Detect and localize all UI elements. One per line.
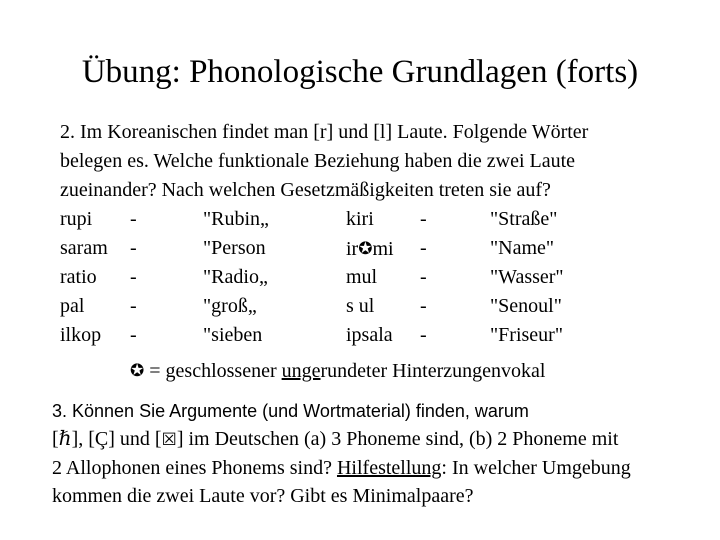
exercise-3-prompt bbox=[52, 397, 631, 510]
line-text: : In welcher Umgebung bbox=[441, 457, 631, 479]
closed-unrounded-back-vowel-icon: ✪ bbox=[130, 361, 145, 380]
word-row bbox=[0, 205, 720, 234]
exercise-2-line-1: 2. Im Koreanischen findet man [r] und [l] Laute. Folgende Wörter bbox=[60, 121, 589, 143]
dash: - bbox=[130, 237, 137, 259]
dash: - bbox=[420, 295, 427, 317]
gloss: "Person bbox=[203, 237, 266, 259]
dash: - bbox=[420, 237, 427, 259]
c-cedilla-icon: Ç bbox=[94, 428, 109, 450]
legend-text: = geschlossener bbox=[144, 360, 282, 382]
dash: - bbox=[130, 266, 137, 288]
exercise-2-line-3: zueinander? Nach welchen Gesetzmäßigkeiten treten sie auf? bbox=[60, 179, 551, 201]
dash: - bbox=[130, 324, 137, 346]
symbol-legend bbox=[130, 356, 545, 386]
exercise-3-line-4: kommen die zwei Laute vor? Gibt es Minimalpaare? bbox=[52, 485, 474, 507]
connector-text: ] und [ bbox=[108, 428, 162, 450]
dash: - bbox=[420, 266, 427, 288]
hint-label: Hilfestellung bbox=[336, 457, 442, 479]
exercise-2-line-2: belegen es. Welche funktionale Beziehung haben die zwei Laute bbox=[60, 150, 576, 172]
gloss: "Name" bbox=[490, 237, 555, 259]
word-part: ir bbox=[346, 238, 359, 260]
gloss: "groß„ bbox=[203, 295, 257, 317]
exercise-2-prompt bbox=[60, 118, 588, 205]
closed-unrounded-back-vowel-icon: ✪ bbox=[358, 239, 373, 258]
word-row bbox=[0, 234, 720, 263]
bracket: ], [ bbox=[71, 428, 95, 450]
korean-word bbox=[346, 234, 394, 264]
dash: - bbox=[130, 295, 137, 317]
gloss: "Straße" bbox=[490, 208, 558, 230]
korean-word: mul bbox=[346, 266, 378, 288]
gloss: "Wasser" bbox=[490, 266, 564, 288]
boxed-x-icon: ☒ bbox=[161, 430, 177, 450]
gloss: "Senoul" bbox=[490, 295, 562, 317]
word-part: mi bbox=[372, 238, 394, 260]
korean-word: saram bbox=[60, 237, 108, 259]
gloss: "sieben bbox=[203, 324, 263, 346]
word-row bbox=[0, 292, 720, 321]
dash: - bbox=[420, 324, 427, 346]
dash: - bbox=[130, 208, 137, 230]
slide-title: Übung: Phonologische Grundlagen (forts) bbox=[81, 54, 639, 90]
exercise-3-line-1: 3. Können Sie Argumente (und Wortmaterial) finden, warum bbox=[52, 401, 529, 421]
gloss: "Friseur" bbox=[490, 324, 563, 346]
bracket: [ bbox=[52, 428, 59, 450]
word-row bbox=[0, 263, 720, 292]
h-bar-icon: ℏ bbox=[58, 428, 72, 450]
korean-word: s ul bbox=[346, 295, 375, 317]
word-row bbox=[0, 321, 720, 350]
exercise-3-line-2 bbox=[52, 425, 631, 454]
korean-word: pal bbox=[60, 295, 85, 317]
korean-word: ilkop bbox=[60, 324, 102, 346]
korean-word: ratio bbox=[60, 266, 97, 288]
exercise-3-line-3 bbox=[52, 454, 631, 482]
line-text: ] im Deutschen (a) 3 Phoneme sind, (b) 2 Phoneme mit bbox=[176, 428, 619, 450]
legend-underlined-text: unge bbox=[281, 360, 321, 382]
gloss: "Rubin„ bbox=[203, 208, 269, 230]
korean-word: ipsala bbox=[346, 324, 393, 346]
legend-text: rundeter Hinterzungenvokal bbox=[320, 360, 546, 382]
dash: - bbox=[420, 208, 427, 230]
korean-word: kiri bbox=[346, 208, 374, 230]
gloss: "Radio„ bbox=[203, 266, 268, 288]
line-text: 2 Allophonen eines Phonems sind? bbox=[52, 457, 337, 479]
korean-word: rupi bbox=[60, 208, 93, 230]
